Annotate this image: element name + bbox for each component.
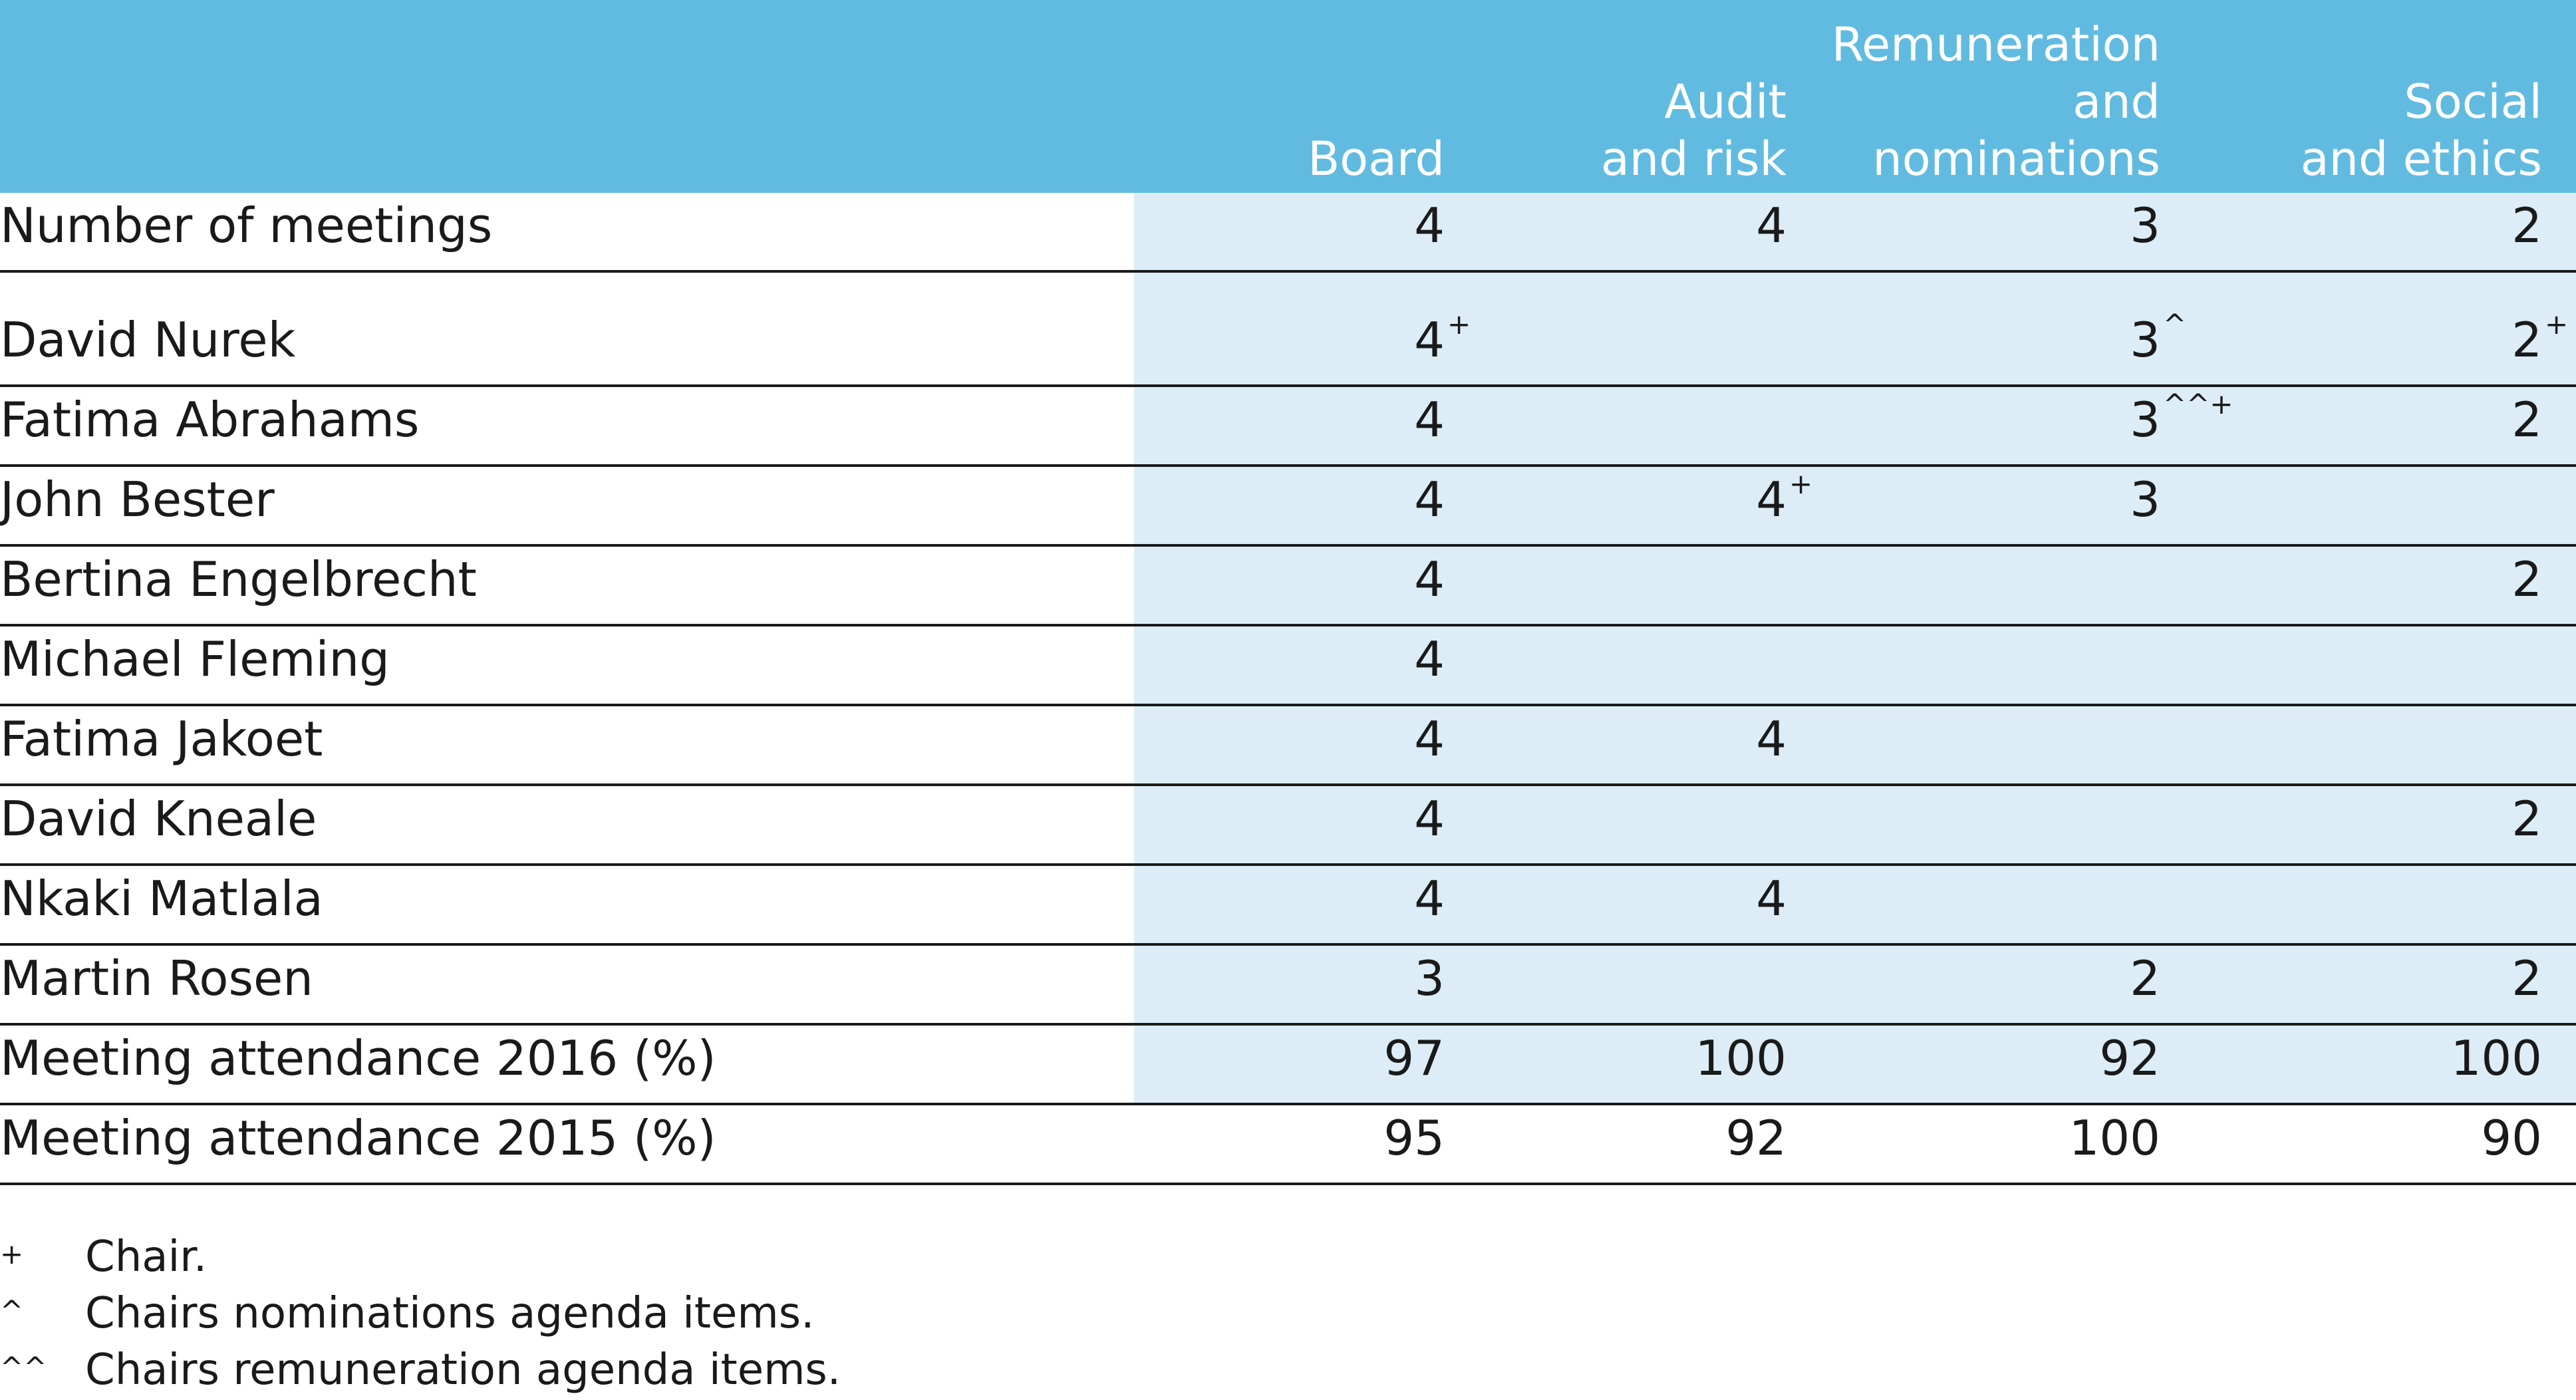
cell-value: 4 <box>1414 198 1445 253</box>
row-label: Michael Fleming <box>0 631 390 687</box>
cell-value: 3 ^^+ <box>2130 388 2233 448</box>
table-cell <box>1245 950 1445 1007</box>
table-cell <box>2343 551 2542 608</box>
table-row <box>0 547 2576 627</box>
column-header-line: and ethics <box>2300 132 2542 186</box>
row-label: David Kneale <box>0 791 317 847</box>
table-cell <box>1587 1030 1787 1087</box>
table-cell <box>2343 391 2542 448</box>
row-label: Meeting attendance 2015 (%) <box>0 1110 716 1166</box>
footnote-mark: ^ <box>0 1294 24 1327</box>
column-header-line: Social <box>2404 74 2542 129</box>
table-cell <box>1245 1030 1445 1087</box>
footnote-text: Chairs nominations agenda items. <box>85 1289 815 1338</box>
cell-value: 4 <box>1414 551 1445 607</box>
cell-value: 100 <box>2450 1030 2542 1086</box>
cell-value: 4 <box>1756 711 1787 767</box>
footnote-mark: + <box>0 1238 24 1270</box>
table-cell <box>1245 790 1445 847</box>
cell-value: 2 <box>2511 791 2542 847</box>
cell-value: 3 <box>2130 472 2160 527</box>
cell-value: 2 <box>2511 551 2542 607</box>
row-label: Fatima Jakoet <box>0 711 323 767</box>
table-header <box>0 0 2576 193</box>
cell-value: 4 <box>1756 871 1787 926</box>
row-divider <box>0 1183 2576 1185</box>
column-header-social <box>2143 13 2542 188</box>
table-row <box>0 273 2576 387</box>
row-label: Meeting attendance 2016 (%) <box>0 1030 716 1086</box>
table-row <box>0 627 2576 706</box>
table-cell <box>1245 551 1445 608</box>
column-header-remuneration <box>1761 13 2160 188</box>
column-header-board <box>1245 13 1445 188</box>
table-row <box>0 946 2576 1026</box>
cell-value: 2 + <box>2511 308 2569 368</box>
cell-value: 3 ^ <box>2130 308 2187 368</box>
table-cell <box>1245 391 1445 448</box>
cell-value: 4 <box>1414 631 1445 687</box>
cell-value: 2 <box>2511 198 2542 253</box>
table-row <box>0 866 2576 946</box>
table-cell <box>2343 308 2569 368</box>
row-label: Number of meetings <box>0 198 493 253</box>
row-label: John Bester <box>0 472 275 527</box>
cell-value: 4 <box>1414 472 1445 527</box>
table-row <box>0 1105 2576 1185</box>
cell-value: 2 <box>2511 392 2542 448</box>
column-header-audit <box>1587 13 1787 188</box>
table-cell <box>1961 197 2160 254</box>
cell-value: 4 + <box>1756 468 1813 527</box>
footnote-mark: ^^ <box>0 1351 47 1383</box>
table-row <box>0 467 2576 547</box>
table-row <box>0 1026 2576 1105</box>
row-label: Martin Rosen <box>0 950 313 1006</box>
cell-value: 4 <box>1414 791 1445 847</box>
table-cell <box>1245 630 1445 688</box>
cell-value: 3 <box>2130 198 2160 253</box>
cell-value: 97 <box>1383 1030 1445 1086</box>
table-cell <box>1961 388 2233 448</box>
table-cell <box>2343 1109 2542 1167</box>
footnote-text: Chair. <box>85 1232 208 1282</box>
column-header-line: Remuneration <box>1831 17 2160 72</box>
cell-footnote-mark: ^ <box>2163 308 2187 341</box>
table-cell <box>1587 468 1813 528</box>
cell-value: 92 <box>1725 1110 1787 1166</box>
table-cell <box>1587 1109 1787 1167</box>
table-cell <box>1245 870 1445 927</box>
column-header-line: and risk <box>1600 132 1787 186</box>
column-header-line: Board <box>1308 132 1445 186</box>
cell-value: 2 <box>2511 950 2542 1006</box>
cell-footnote-mark: + <box>2545 308 2569 341</box>
row-label: Bertina Engelbrecht <box>0 551 477 607</box>
column-header-line: and <box>2073 74 2160 129</box>
table-cell <box>1587 197 1787 254</box>
cell-value: 4 <box>1414 871 1445 926</box>
table-cell <box>2343 1030 2542 1087</box>
table-cell <box>1245 1109 1445 1167</box>
table-cell <box>2343 790 2542 847</box>
table-cell <box>1961 950 2160 1007</box>
cell-value: 4 <box>1414 711 1445 767</box>
table-cell <box>1245 197 1445 254</box>
cell-value: 4 + <box>1414 308 1471 368</box>
table-row <box>0 786 2576 866</box>
table-cell <box>1961 1109 2160 1167</box>
cell-value: 90 <box>2481 1110 2542 1166</box>
footnote-text: Chairs remuneration agenda items. <box>85 1345 841 1395</box>
column-header-line: Audit <box>1664 74 1787 129</box>
row-label: David Nurek <box>0 312 296 368</box>
row-label: Nkaki Matlala <box>0 871 323 926</box>
table-cell <box>1587 710 1787 768</box>
table-cell <box>1961 308 2187 368</box>
table-row <box>0 193 2576 273</box>
table-cell <box>1961 1030 2160 1087</box>
cell-value: 2 <box>2130 950 2160 1006</box>
cell-value: 95 <box>1383 1110 1445 1166</box>
cell-value: 92 <box>2099 1030 2160 1086</box>
table-cell <box>1587 870 1787 927</box>
cell-value: 4 <box>1414 392 1445 448</box>
cell-footnote-mark: + <box>1447 308 1471 341</box>
table-cell <box>1245 710 1445 768</box>
cell-value: 100 <box>2069 1110 2160 1166</box>
table-cell <box>1245 471 1445 528</box>
table-cell <box>2343 950 2542 1007</box>
table-row <box>0 706 2576 786</box>
table-cell <box>2343 197 2542 254</box>
cell-footnote-mark: ^^+ <box>2163 388 2233 420</box>
table-cell <box>1961 471 2160 528</box>
table-cell <box>1245 308 1471 368</box>
cell-value: 100 <box>1695 1030 1787 1086</box>
cell-value: 3 <box>1414 950 1445 1006</box>
cell-footnote-mark: + <box>1789 468 1813 500</box>
cell-value: 4 <box>1756 198 1787 253</box>
table-row <box>0 387 2576 467</box>
row-label: Fatima Abrahams <box>0 392 420 448</box>
column-header-line: nominations <box>1872 132 2160 186</box>
